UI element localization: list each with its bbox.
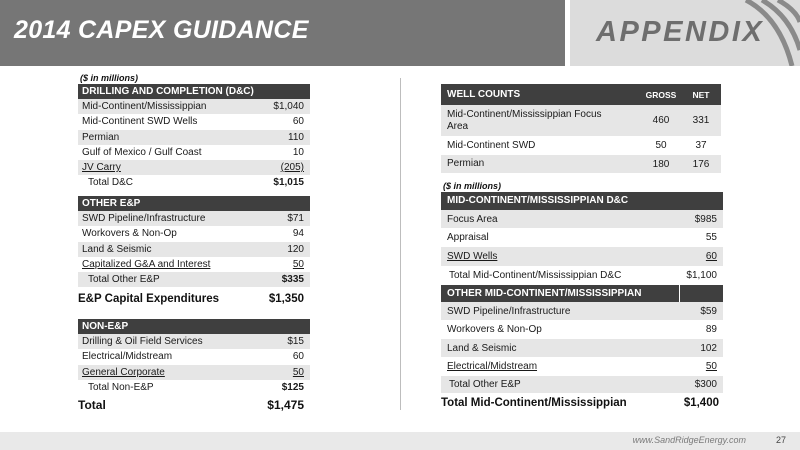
well-counts-table — [441, 84, 721, 173]
table-row: Mid-Continent/Mississippian $1,040 — [78, 99, 310, 114]
table-row: Permian 180 176 — [441, 155, 721, 173]
table-row: Land & Seismic 102 — [441, 339, 723, 357]
table-row: Workovers & Non-Op 94 — [82, 228, 304, 240]
table-row: SWD Pipeline/Infrastructure $71 — [78, 211, 310, 226]
table-row: Electrical/Midstream 60 — [82, 351, 304, 363]
mc-dc-header: MID-CONTINENT/MISSISSIPPIAN D&C — [441, 192, 723, 210]
non-ep-table — [78, 319, 310, 395]
units-note-left: ($ in millions) — [80, 73, 139, 83]
table-row: Focus Area $985 — [441, 210, 723, 228]
page-number: 27 — [775, 435, 786, 445]
other-mc-header: OTHER MID-CONTINENT/MISSISSIPPIAN — [441, 285, 723, 302]
table-row: General Corporate 50 — [78, 365, 310, 380]
table-row: Land & Seismic 120 — [78, 242, 310, 257]
dc-table — [78, 84, 310, 191]
table-row: Capitalized G&A and Interest 50 — [82, 258, 304, 270]
table-row: SWD Pipeline/Infrastructure $59 — [441, 302, 723, 320]
table-row: SWD Wells 60 — [441, 247, 723, 266]
table-row: Mid-Continent SWD Wells 60 — [82, 116, 304, 128]
table-row: Appraisal 55 — [447, 232, 717, 243]
table-row: JV Carry (205) — [78, 160, 310, 175]
units-note-right: ($ in millions) — [443, 181, 502, 191]
mc-dc-table — [441, 192, 723, 285]
column-divider — [400, 78, 401, 410]
other-mc-total-row: Total Other E&P $300 — [441, 376, 723, 393]
table-row: Drilling & Oil Field Services $15 — [78, 334, 310, 349]
mc-dc-total-row: Total Mid-Continent/Mississippian D&C $1,100 — [449, 270, 717, 281]
non-ep-header: NON-E&P — [78, 319, 310, 334]
section-label: APPENDIX — [596, 16, 765, 48]
net-column-header: NET — [692, 89, 710, 100]
footer-url[interactable]: www.SandRidgeEnergy.com — [632, 435, 746, 445]
table-row: Mid-Continent SWD 50 37 — [447, 139, 707, 151]
table-row: Permian 110 — [78, 130, 310, 145]
non-ep-total-row: Total Non-E&P $125 — [88, 381, 304, 393]
other-ep-total-row: Total Other E&P $335 — [78, 272, 310, 287]
gross-column-header: GROSS — [645, 89, 677, 100]
table-row: Electrical/Midstream 50 — [447, 361, 717, 372]
table-row: Mid-Continent/Mississippian Focus Area 460 331 — [441, 105, 721, 136]
mc-grand-total-row: Total Mid-Continent/Mississippian $1,400 — [441, 397, 719, 409]
table-row: Gulf of Mexico / Gulf Coast 10 — [82, 146, 304, 158]
page-title: 2014 CAPEX GUIDANCE — [14, 16, 309, 44]
other-ep-header: OTHER E&P — [78, 196, 310, 211]
ep-capex-row: E&P Capital Expenditures $1,350 — [78, 293, 304, 305]
table-row: Workovers & Non-Op 89 — [447, 324, 717, 335]
grand-total-row: Total $1,475 — [78, 398, 304, 412]
other-ep-table — [78, 196, 310, 287]
dc-total-row: Total D&C $1,015 — [88, 177, 304, 189]
dc-table-header: DRILLING AND COMPLETION (D&C) — [78, 84, 310, 99]
logo-swoosh-icon — [740, 0, 800, 66]
other-mc-table — [441, 285, 723, 393]
well-counts-header: WELL COUNTS GROSS NET — [441, 84, 721, 105]
